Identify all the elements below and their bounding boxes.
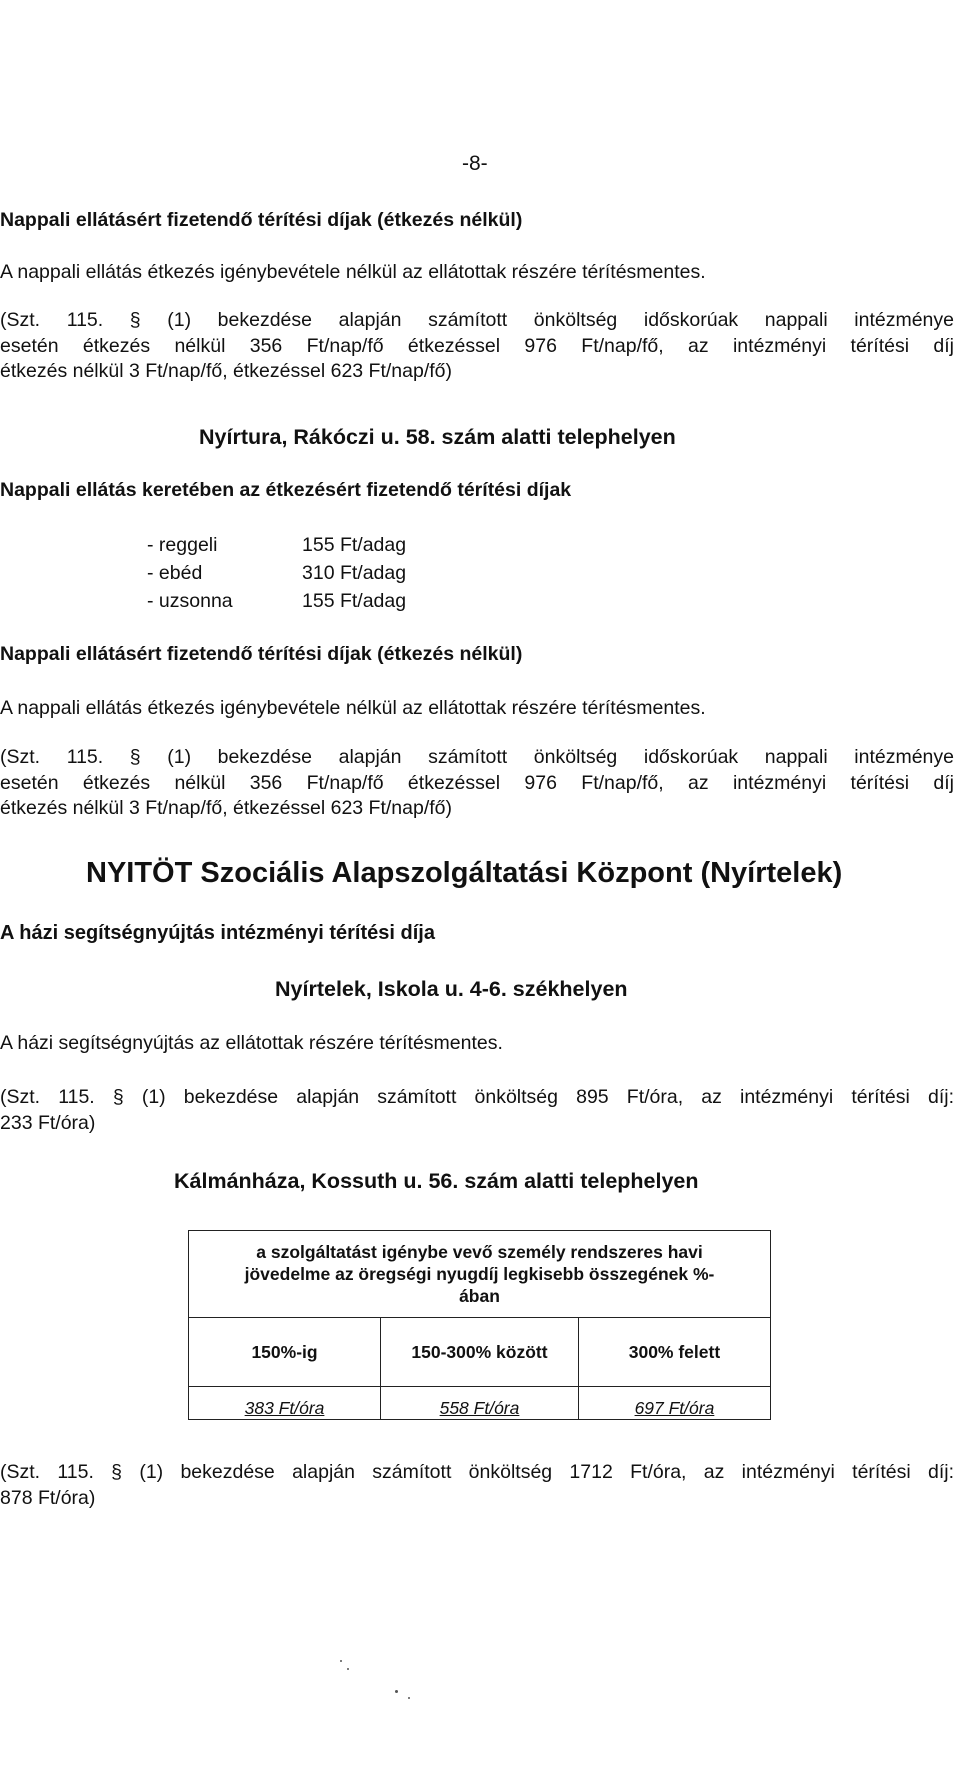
legal-line: (Szt. 115. § (1) bekezdése alapján számított önköltség 1712 Ft/óra, az intézményi térítési díj: [0, 1461, 954, 1483]
meal-name: - uzsonna [147, 590, 233, 612]
legal-line: (Szt. 115. § (1) bekezdése alapján számított önköltség időskorúak nappali intézménye [0, 309, 954, 331]
legal-line: 233 Ft/óra) [0, 1111, 96, 1134]
legal-line: étkezés nélkül 3 Ft/nap/fő, étkezéssel 623 Ft/nap/fő) [0, 797, 453, 819]
page-number: -8- [462, 152, 488, 175]
legal-paragraph [0, 1460, 954, 1511]
fee-value-text: 558 Ft/óra [439, 1398, 520, 1418]
free-of-charge-note: A nappali ellátás étkezés igénybevétele nélkül az ellátottak részére térítésmentes. [0, 261, 706, 283]
scan-speck [340, 1660, 342, 1662]
fee-table-header-line: a szolgáltatást igénybe vevő személy rendszeres havi [256, 1242, 703, 1262]
legal-line: esetén étkezés nélkül 356 Ft/nap/fő étkezéssel 976 Ft/nap/fő, az intézményi térítési díj [0, 334, 954, 357]
fee-table-header-line: ában [459, 1286, 500, 1306]
section-heading-day-care-fees: Nappali ellátásért fizetendő térítési díjak (étkezés nélkül) [0, 209, 523, 231]
meal-row [147, 533, 406, 558]
legal-paragraph [0, 308, 954, 385]
meal-price: 155 Ft/adag [302, 590, 407, 612]
fee-table [188, 1230, 771, 1420]
income-category: 150-300% között [381, 1318, 579, 1387]
site-title-kalmanhaza: Kálmánháza, Kossuth u. 56. szám alatti telephelyen [174, 1169, 699, 1193]
fee-value [189, 1387, 381, 1420]
scan-speck [395, 1690, 398, 1693]
center-title: NYITÖT Szociális Alapszolgáltatási Központ (Nyírtelek) [86, 857, 843, 889]
legal-line: 878 Ft/óra) [0, 1486, 96, 1509]
section-heading-day-care-fees: Nappali ellátásért fizetendő térítési díjak (étkezés nélkül) [0, 643, 523, 665]
free-of-charge-note: A nappali ellátás étkezés igénybevétele nélkül az ellátottak részére térítésmentes. [0, 697, 706, 719]
fee-table-header-line: jövedelme az öregségi nyugdíj legkisebb összegének %- [244, 1264, 715, 1284]
scan-speck [408, 1697, 410, 1699]
legal-line: étkezés nélkül 3 Ft/nap/fő, étkezéssel 623 Ft/nap/fő) [0, 360, 453, 382]
legal-line: esetén étkezés nélkül 356 Ft/nap/fő étkezéssel 976 Ft/nap/fő, az intézményi térítési díj [0, 771, 954, 794]
meal-row [147, 561, 406, 586]
meal-name: - reggeli [147, 534, 218, 556]
free-of-charge-note: A házi segítségnyújtás az ellátottak részére térítésmentes. [0, 1032, 503, 1054]
legal-paragraph [0, 745, 954, 822]
legal-paragraph [0, 1085, 954, 1136]
fee-value [578, 1387, 770, 1420]
fee-value [381, 1387, 579, 1420]
home-care-fee-heading: A házi segítségnyújtás intézményi térítési díja [0, 922, 435, 944]
fee-table-header [189, 1231, 771, 1318]
meal-row [147, 589, 406, 614]
fee-value-text: 697 Ft/óra [634, 1398, 715, 1418]
legal-line: (Szt. 115. § (1) bekezdése alapján számított önköltség 895 Ft/óra, az intézményi térítési díj: [0, 1086, 954, 1108]
legal-line: (Szt. 115. § (1) bekezdése alapján számított önköltség időskorúak nappali intézménye [0, 746, 954, 768]
fee-value-text: 383 Ft/óra [244, 1398, 325, 1418]
meal-name: - ebéd [147, 562, 203, 584]
income-category: 150%-ig [189, 1318, 381, 1387]
site-title-nyirtelek: Nyírtelek, Iskola u. 4-6. székhelyen [275, 977, 628, 1001]
meal-fees-heading: Nappali ellátás keretében az étkezésért fizetendő térítési díjak [0, 479, 572, 501]
meal-price: 155 Ft/adag [302, 534, 407, 556]
income-category: 300% felett [578, 1318, 770, 1387]
scan-speck [347, 1668, 349, 1670]
site-title-nyirtura: Nyírtura, Rákóczi u. 58. szám alatti telephelyen [199, 425, 676, 449]
meal-price: 310 Ft/adag [302, 562, 407, 584]
